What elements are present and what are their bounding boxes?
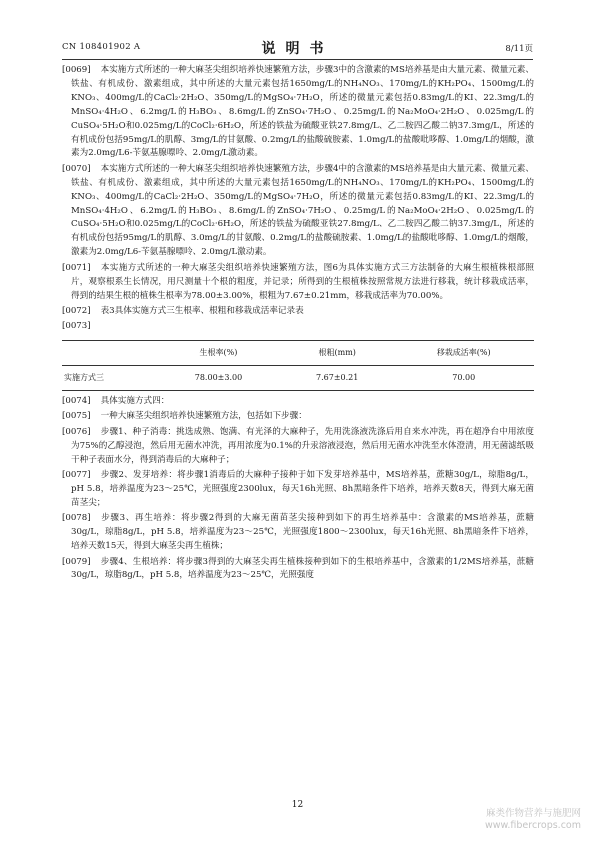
table-header-cell: 生根率(%) <box>156 341 281 366</box>
results-table <box>62 340 534 391</box>
paragraph-text: 本实施方式所述的一种大麻茎尖组织培养快速繁殖方法，步骤3中的含激素的MS培养基是由大量元素、微量元素、铁盐、有机成份、激素组成，其中所述的大量元素包括1650mg/L的NH₄NO₃、170mg/L的KH₂PO₄、1500mg/L的KNO₃、400mg/L的CaCl₂·2H₂O、350mg/L的MgSO₄·7H₂O，所述的微量元素包括0.83mg/L的KI、22.3mg/L的MnSO₄·4H₂O、6.2mg/L的H₃BO₃、8.6mg/L的ZnSO₄·7H₂O、0.25mg/L的Na₂MoO₄·2H₂O、0.025mg/L的CuSO₄·5H₂O和0.025mg/L的CoCl₂·6H₂O，所述的铁盐为硫酸亚铁27.8mg/L、乙二胺四乙酸二钠37.3mg/L，所述的有机成份包括95mg/L的肌醇、3mg/L的甘氨酸、0.2mg/L的盐酸硫胺素、1.0mg/L的盐酸吡哆醇、1.0mg/L的烟酸，激素为2.0mg/L6-苄氨基腺嘌呤、2.0mg/L激动素。 <box>71 65 534 159</box>
paragraph-0071 <box>62 262 534 304</box>
paragraph-text: 表3具体实施方式三生根率、根粗和移栽成活率记录表 <box>100 305 304 316</box>
paragraph-0077 <box>62 469 534 511</box>
document-title: 说明书 <box>261 41 334 57</box>
paragraph-0074 <box>62 395 534 409</box>
paragraph-number: [0071] <box>62 262 91 273</box>
paragraph-0079 <box>62 556 534 584</box>
paragraph-0075 <box>62 410 534 424</box>
watermark-line-1: 麻类作物营养与施肥网 <box>485 808 581 819</box>
paragraph-number: [0069] <box>62 65 91 75</box>
watermark <box>485 808 581 832</box>
table-header-row <box>62 341 534 366</box>
paragraph-0070 <box>62 163 534 260</box>
paragraph-text: 步骤2、发芽培养：将步骤1消毒后的大麻种子接种于如下发芽培养基中，MS培养基，蔗糖30g/L，琼脂8g/L，pH 5.8，培养温度为23～25℃，光照强度2300lux，每天16h光照、8h黑暗条件下培养，培养天数8天，得到大麻无菌苗茎尖； <box>71 470 534 508</box>
paragraph-text: 步骤4、生根培养：将步骤3得到的大麻茎尖再生植株接种到如下的生根培养基中，含激素的1/2MS培养基，蔗糖30g/L，琼脂8g/L，pH 5.8，培养温度为23～25℃，光照强度 <box>71 556 534 581</box>
table-header-cell: 移栽成活率(%) <box>393 341 534 366</box>
paragraph-text: 具体实施方式四： <box>100 396 170 407</box>
paragraph-number: [0073] <box>62 321 91 332</box>
table-header-cell: 根粗(mm) <box>281 341 394 366</box>
table-row <box>62 366 534 391</box>
paragraph-number: [0076] <box>62 426 91 437</box>
watermark-line-2: www.fibercrops.com <box>484 820 581 831</box>
table-cell: 78.00±3.00 <box>156 366 281 391</box>
paragraph-number: [0070] <box>62 163 91 174</box>
table-header-cell <box>62 341 156 366</box>
paragraph-0078 <box>62 512 534 554</box>
paragraph-number: [0077] <box>62 470 91 481</box>
paragraph-0076 <box>62 426 534 468</box>
page-indicator: 8/11页 <box>505 44 533 54</box>
document-body <box>62 64 534 585</box>
table-cell: 70.00 <box>393 366 534 391</box>
paragraph-number: [0074] <box>62 396 91 407</box>
paragraph-0072 <box>62 305 534 319</box>
paragraph-0069 <box>62 64 534 161</box>
paragraph-text: 步骤3、再生培养：将步骤2得到的大麻无菌苗茎尖接种到如下的再生培养基中：含激素的MS培养基，蔗糖30g/L，琼脂8g/L，pH 5.8，培养温度为23～25℃，光照强度1800～2300lux，每天16h光照、8h黑暗条件下培养，培养天数15天，得到大麻茎尖再生植株； <box>71 513 534 552</box>
table-cell: 实施方式三 <box>62 366 156 391</box>
paragraph-group-1 <box>62 64 534 334</box>
page-header <box>62 38 533 58</box>
page-number: 12 <box>291 800 304 810</box>
paragraph-number: [0075] <box>62 411 91 422</box>
paragraph-number: [0079] <box>62 556 91 567</box>
table-cell: 7.67±0.21 <box>281 366 394 391</box>
paragraph-0073 <box>62 320 534 334</box>
paragraph-text: 一种大麻茎尖组织培养快速繁殖方法，包括如下步骤： <box>100 411 307 422</box>
paragraph-group-2 <box>62 395 534 583</box>
paragraph-number: [0078] <box>62 513 91 524</box>
paragraph-text: 本实施方式所述的一种大麻茎尖组织培养快速繁殖方法，图6为具体实施方式三方法制备的大麻生根植株根部照片，观察根系生长情况，用尺测量十个根的粗度，并记录；所得到的生根植株按照常规方法进行移栽，统计移栽成活率，得到的结果生根的植株生根率为78.00±3.00%，根粗为7.67±0.21mm，移栽成活率为70.00%。 <box>71 262 534 301</box>
paragraph-text: 步骤1、种子消毒：挑选成熟、饱满、有光泽的大麻种子，先用洗涤液洗涤后用自来水冲洗，再在超净台中用浓度为75%的乙醇浸泡，然后用无菌水冲洗，再用浓度为0.1%的升汞溶液浸泡，然后用无菌水冲洗至水体澄清，用无菌滤纸吸干种子表面水分，得到消毒后的大麻种子； <box>71 426 534 465</box>
header-divider <box>62 59 533 60</box>
paragraph-number: [0072] <box>62 305 91 316</box>
paragraph-text: 本实施方式所述的一种大麻茎尖组织培养快速繁殖方法，步骤4中的含激素的MS培养基是由大量元素、微量元素、铁盐、有机成份、激素组成，其中所述的大量元素包括1650mg/L的NH₄NO₃、170mg/L的KH₂PO₄、1500mg/L的KNO₃、400mg/L的CaCl₂·2H₂O、350mg/L的MgSO₄·7H₂O，所述的微量元素包括0.83mg/L的KI、22.3mg/L的MnSO₄·4H₂O、6.2mg/L的H₃BO₃、8.6mg/L的ZnSO₄·7H₂O、0.25mg/L的Na₂MoO₄·2H₂O、0.025mg/L的CuSO₄·5H₂O和0.025mg/L的CoCl₂·6H₂O，所述的铁盐为硫酸亚铁27.8mg/L、乙二胺四乙酸二钠37.3mg/L，所述的有机成份包括95mg/L的肌醇、3.0mg/L的甘氨酸、0.2mg/L的盐酸硫胺素、1.0mg/L的盐酸吡哆醇、1.0mg/L的烟酸，激素为2.0mg/L6-苄氨基腺嘌呤、2.0mg/L激动素。 <box>71 163 534 258</box>
publication-number: CN 108401902 A <box>62 42 141 52</box>
